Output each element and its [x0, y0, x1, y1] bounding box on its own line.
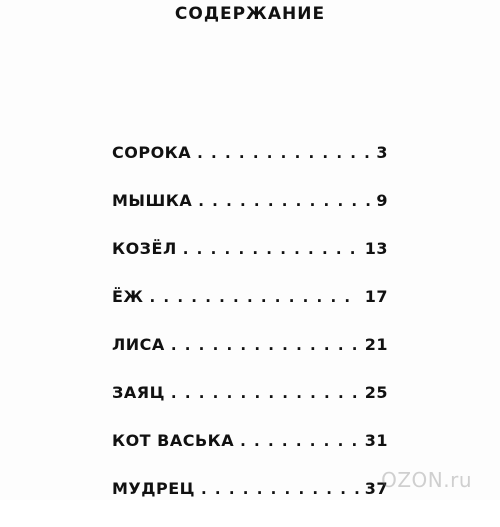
toc-entry-page: 25	[364, 383, 388, 402]
watermark: OZON.ru	[381, 468, 472, 492]
toc-entry-page: 13	[364, 239, 388, 258]
toc-entry-page: 3	[376, 143, 388, 162]
toc-entry-page: 37	[364, 479, 388, 498]
toc-entry	[112, 191, 388, 239]
dot-leader	[150, 288, 359, 306]
toc-entry	[112, 335, 388, 383]
toc-entry-page: 17	[364, 287, 388, 306]
toc-entry-title: ЛИСА	[112, 335, 165, 354]
toc-entry-title: МУДРЕЦ	[112, 479, 196, 498]
toc-entry-title: СОРОКА	[112, 143, 192, 162]
dot-leader	[171, 336, 359, 354]
toc-entry-page: 31	[364, 431, 388, 450]
dot-leader	[171, 384, 359, 402]
toc-entry-title: МЫШКА	[112, 191, 193, 210]
toc-entry	[112, 479, 388, 527]
toc-entry-title: КОЗЁЛ	[112, 239, 177, 258]
toc-entry	[112, 287, 388, 335]
toc-entry-title: ЁЖ	[112, 287, 144, 306]
toc-entry-title: КОТ ВАСЬКА	[112, 431, 235, 450]
toc-entry	[112, 239, 388, 287]
toc-entry	[112, 143, 388, 191]
toc-list	[112, 143, 388, 527]
dot-leader	[201, 480, 359, 498]
page-title: СОДЕРЖАНИЕ	[174, 4, 326, 24]
toc-entry	[112, 431, 388, 479]
toc-entry-title: ЗАЯЦ	[112, 383, 165, 402]
dot-leader	[183, 240, 359, 258]
dot-leader	[197, 144, 370, 162]
toc-entry-page: 21	[364, 335, 388, 354]
toc-entry	[112, 383, 388, 431]
dot-leader	[198, 192, 370, 210]
toc-entry-page: 9	[376, 191, 388, 210]
dot-leader	[240, 432, 359, 450]
